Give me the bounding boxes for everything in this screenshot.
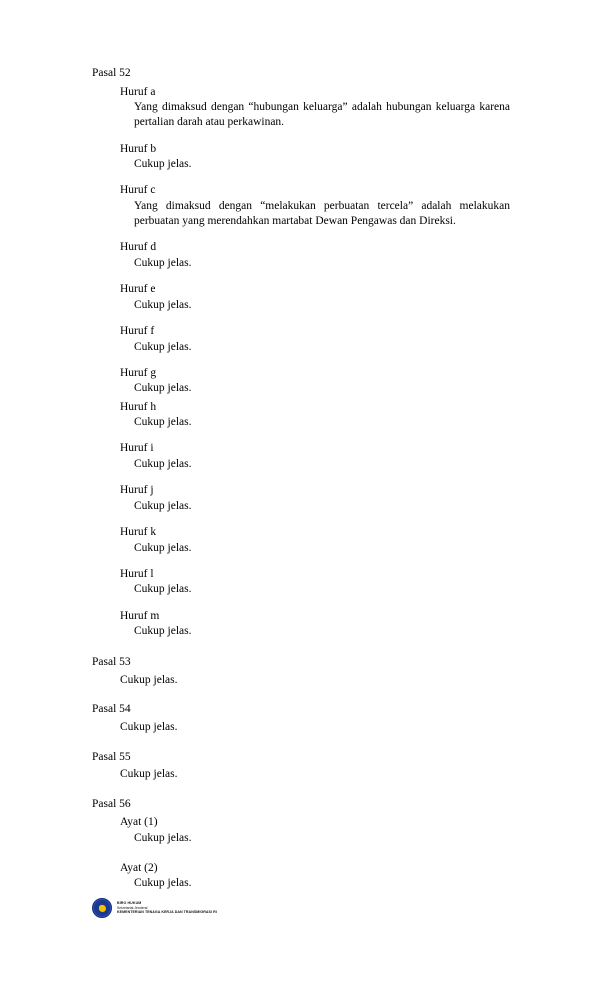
item-label: Huruf h [120,400,157,413]
item-body: Cukup jelas. [134,877,192,890]
section-body: Cukup jelas. [120,768,178,781]
item-label: Huruf a [120,85,156,98]
item-label: Huruf e [120,283,156,296]
section-heading: Pasal 56 [92,797,131,810]
section-item [92,183,544,229]
section-item [92,815,544,846]
section-item [92,400,544,431]
item-label: Huruf k [120,526,157,539]
item-body: Cukup jelas. [134,457,192,470]
item-label: Huruf j [120,484,154,497]
item-label: Ayat (1) [120,816,158,829]
section-heading: Pasal 55 [92,750,131,763]
item-body: Cukup jelas. [134,340,192,353]
item-body: Cukup jelas. [134,541,192,554]
footer-line-3: KEMENTERIAN TENAGA KERJA DAN TRANSMIGRASI RI [117,910,217,915]
section-body: Cukup jelas. [120,720,178,733]
section-body: Cukup jelas. [120,673,178,686]
section-item [92,366,544,397]
item-label: Huruf g [120,366,157,379]
section-item [92,85,544,131]
section-item [92,142,544,173]
item-label: Huruf l [120,567,154,580]
section-heading: Pasal 52 [92,67,131,79]
item-body: Cukup jelas. [134,831,192,844]
item-label: Huruf i [120,442,154,455]
item-body: Cukup jelas. [134,158,192,171]
section-item [92,525,544,556]
ministry-seal-icon [92,898,112,918]
item-label: Huruf f [120,325,155,338]
item-label: Ayat (2) [120,861,158,874]
item-body: Cukup jelas. [134,625,192,638]
footer-text-block [117,901,217,914]
item-body: Cukup jelas. [134,298,192,311]
item-body: Cukup jelas. [134,382,192,395]
section-item [92,324,544,355]
footer-line-1: BIRO HUKUM [117,901,142,906]
page-footer [92,898,217,918]
footer-line-2: Sekretariat Jenderal [117,905,148,910]
section-item [92,861,544,892]
section-item [92,282,544,313]
item-label: Huruf c [120,184,156,197]
item-label: Huruf m [120,609,160,622]
section-item [92,567,544,598]
item-body: Cukup jelas. [134,416,192,429]
item-label: Huruf d [120,241,157,254]
section-heading: Pasal 53 [92,656,131,669]
item-body: Yang dimaksud dengan “melakukan perbuatan tercela” adalah melakukan perbuatan yang merendahkan martabat Dewan Pengawas dan Direksi. [134,199,510,228]
section-item [92,240,544,271]
section-item [92,441,544,472]
section-item [92,483,544,514]
item-body: Cukup jelas. [134,256,192,269]
item-body: Cukup jelas. [134,583,192,596]
section-heading: Pasal 54 [92,703,131,716]
section-item [92,609,544,640]
item-label: Huruf b [120,142,157,155]
document-content [92,66,544,892]
item-body: Yang dimaksud dengan “hubungan keluarga” adalah hubungan keluarga karena pertalian darah atau perkawinan. [134,101,510,129]
item-body: Cukup jelas. [134,499,192,512]
